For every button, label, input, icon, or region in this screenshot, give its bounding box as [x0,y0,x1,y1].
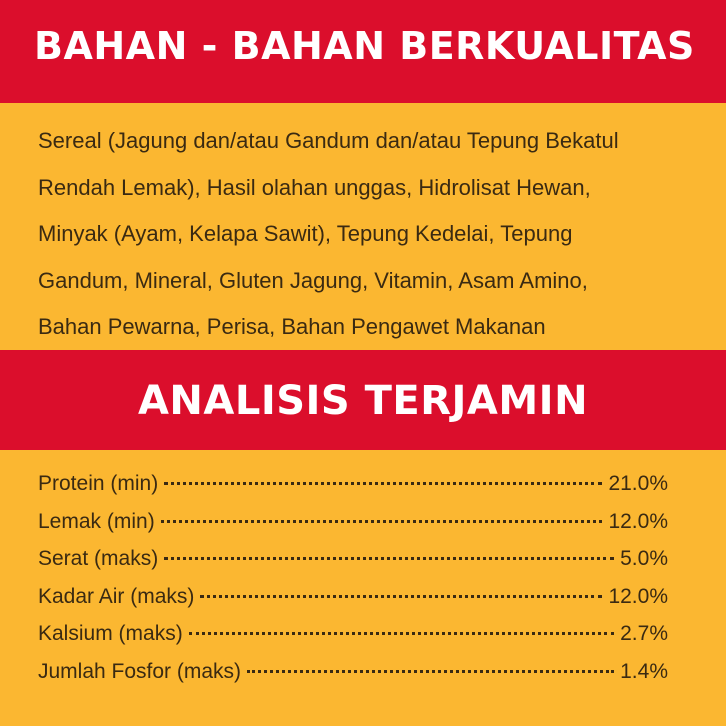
analysis-header-band [0,350,726,450]
analysis-row-fat [38,510,668,548]
analysis-label: Serat (maks) [38,547,159,570]
dotted-leader [247,670,614,673]
analysis-table [38,472,668,697]
analysis-value: 12.0% [608,584,668,608]
ingredients-title: BAHAN - BAHAN BERKUALITAS [34,24,695,68]
dotted-leader [189,632,614,635]
analysis-label: Kadar Air (maks) [38,584,195,608]
analysis-label: Protein (min) [38,472,159,495]
analysis-value: 1.4% [620,659,668,683]
analysis-value: 21.0% [608,472,668,495]
ingredients-line: Gandum, Mineral, Gluten Jagung, Vitamin, Asam Amino, [38,267,588,293]
ingredients-line: Sereal (Jagung dan/atau Gandum dan/atau Tepung Bekatul [38,128,619,153]
analysis-label: Lemak (min) [38,509,155,533]
dotted-leader [164,482,602,485]
analysis-row-phosphorus [38,660,668,698]
analysis-value: 12.0% [608,509,668,533]
ingredients-line: Rendah Lemak), Hasil olahan unggas, Hidrolisat Hewan, [38,174,591,200]
dotted-leader [200,595,602,598]
dotted-leader [161,520,603,523]
analysis-value: 2.7% [620,622,668,645]
ingredients-header-band [0,0,726,103]
analysis-label: Kalsium (maks) [38,622,183,645]
analysis-row-fiber [38,547,668,585]
ingredients-text [38,118,698,351]
analysis-row-protein [38,472,668,510]
analysis-row-calcium [38,622,668,660]
analysis-value: 5.0% [620,547,668,570]
analysis-label: Jumlah Fosfor (maks) [38,659,242,683]
dotted-leader [164,557,614,560]
analysis-title: ANALISIS TERJAMIN [137,378,589,424]
analysis-row-moisture [38,585,668,623]
ingredients-line: Bahan Pewarna, Perisa, Bahan Pengawet Makanan [38,314,546,339]
ingredients-line: Minyak (Ayam, Kelapa Sawit), Tepung Kedelai, Tepung [38,221,573,246]
